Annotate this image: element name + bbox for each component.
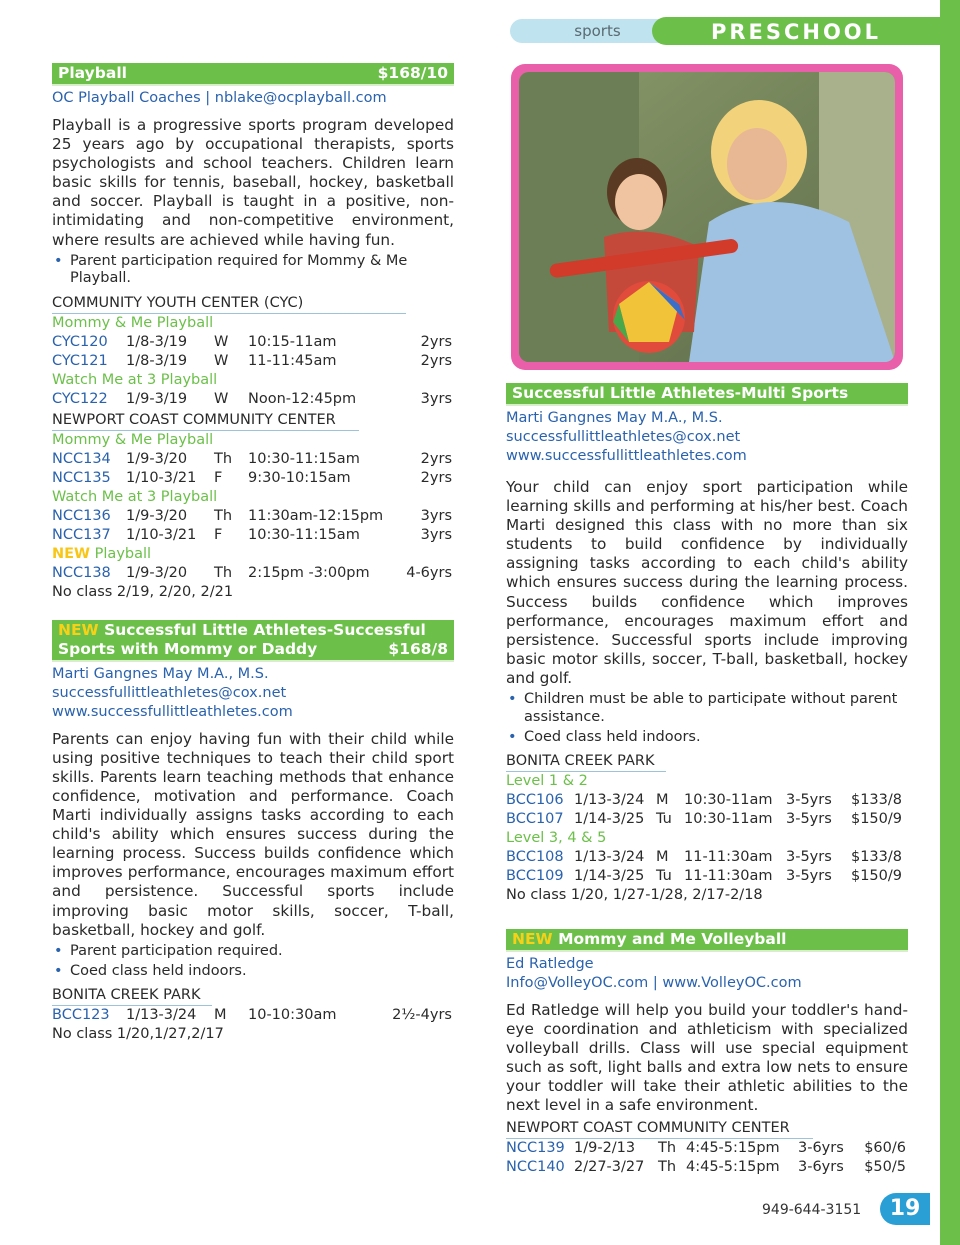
website-link[interactable]: www.successfullittleathletes.com [506, 448, 747, 464]
class-day: M [656, 791, 669, 808]
class-dates: 1/13-3/24 [574, 791, 645, 808]
new-badge: NEW [52, 545, 91, 562]
class-time: 11:30am-12:15pm [248, 507, 384, 524]
class-day: M [656, 848, 669, 865]
table-row [506, 1139, 908, 1158]
multi-sports-bullets [506, 691, 908, 747]
class-age: 3yrs [420, 390, 452, 407]
class-age: 3-5yrs [786, 810, 832, 827]
class-dates: 1/8-3/19 [126, 333, 188, 350]
bullet-item: • Children must be able to participate without parent assistance. [506, 691, 908, 726]
table-row [506, 867, 908, 886]
class-time: 4:45-5:15pm [686, 1159, 780, 1176]
page-number: 19 [880, 1193, 930, 1225]
class-time: 4:45-5:15pm [686, 1140, 780, 1157]
class-time: 11-11:45am [248, 352, 337, 369]
playball-description: Playball is a progressive sports program developed 25 years ago by occupational therapists, sports psychologists and school teachers. Children learn basic skills for tennis, baseball, hockey, basketball and soccer. Playball is taught in a positive, non-intimidating and non-competitive environment, where results are achieved while having fun. [52, 116, 454, 249]
subheading-new-playball [52, 545, 454, 564]
class-code[interactable]: NCC135 [52, 469, 111, 486]
no-class-note: No class 1/20, 1/27-1/28, 2/17-2/18 [506, 886, 763, 903]
class-code[interactable]: NCC139 [506, 1140, 565, 1157]
class-dates: 1/14-3/25 [574, 810, 645, 827]
class-day: Th [658, 1140, 677, 1157]
volleyball-title: Mommy and Me Volleyball [558, 929, 787, 948]
class-day: Th [658, 1159, 677, 1176]
class-day: Tu [656, 867, 672, 884]
new-badge: NEW [512, 929, 553, 948]
class-dates: 1/8-3/19 [126, 352, 188, 369]
class-code[interactable]: BCC109 [506, 867, 564, 884]
class-code[interactable]: BCC108 [506, 848, 564, 865]
class-fee: $150/9 [850, 867, 902, 884]
class-age: 2yrs [420, 450, 452, 467]
playball-bullets [52, 253, 454, 288]
location-ncc: NEWPORT COAST COMMUNITY CENTER [506, 1119, 813, 1139]
class-code[interactable]: NCC137 [52, 526, 111, 543]
class-time: 11-11:30am [684, 867, 773, 884]
class-code[interactable]: CYC121 [52, 352, 108, 369]
subheading-watch-me: Watch Me at 3 Playball [52, 488, 218, 505]
playball-contact[interactable]: OC Playball Coaches | nblake@ocplayball.com [52, 90, 387, 106]
class-age: 3yrs [420, 507, 452, 524]
class-fee: $150/9 [850, 810, 902, 827]
subheading-watch-me: Watch Me at 3 Playball [52, 371, 218, 388]
location-cyc: COMMUNITY YOUTH CENTER (CYC) [52, 294, 406, 314]
table-row [506, 791, 908, 810]
no-class-note: No class 1/20,1/27,2/17 [52, 1025, 224, 1042]
playball-header [52, 63, 454, 84]
class-code[interactable]: NCC138 [52, 564, 111, 581]
parent-sports-description: Parents can enjoy having fun with their child while using positive techniques to teach their child sport skills. Parents learn teaching methods that enhance confidence, motivation and performance. Coach Marti individually assigns tasks according to each child's ability which ensures success during the learning process. Success builds confidence which improves performance, encourages maximum effort and persistence. Successful sports include improving basic motor skills, soccer, T-ball, basketball, hockey and golf. [52, 729, 454, 939]
bullet-item: • Coed class held indoors. [52, 963, 454, 981]
photo-frame [511, 64, 903, 370]
volleyball-contact[interactable]: Info@VolleyOC.com | www.VolleyOC.com [506, 974, 802, 991]
bullet-item: • Coed class held indoors. [506, 729, 908, 747]
class-time: Noon-12:45pm [248, 390, 357, 407]
class-day: W [214, 390, 229, 407]
table-row [52, 526, 454, 545]
class-time: 10:30-11:15am [248, 526, 360, 543]
class-time: 10:30-11:15am [248, 450, 360, 467]
class-code[interactable]: CYC122 [52, 390, 108, 407]
class-code[interactable]: BCC107 [506, 810, 564, 827]
class-day: Th [214, 450, 233, 467]
section-tab-sports: sports [510, 19, 685, 43]
class-time: 10:15-11am [248, 333, 337, 350]
class-dates: 1/10-3/21 [126, 469, 197, 486]
class-age: 3-5yrs [786, 791, 832, 808]
class-dates: 1/10-3/21 [126, 526, 197, 543]
instructor-name: Marti Gangnes May M.A., M.S. [506, 410, 723, 426]
photo-woman-child-batting [519, 72, 895, 362]
parent-sports-title-2: Sports with Mommy or Daddy [58, 639, 318, 658]
class-age: 2yrs [420, 333, 452, 350]
volleyball-description: Ed Ratledge will help you build your toddler's hand-eye coordination and athleticism with specialized volleyball drills. Class will use special equipment such as soft, light balls and extra low nets to ensure your toddler will take their athletic abilities to the next level in a safe environment. [506, 1000, 908, 1114]
class-code[interactable]: BCC106 [506, 791, 564, 808]
instructor-name: Marti Gangnes May M.A., M.S. [52, 665, 269, 682]
class-dates: 1/9-3/20 [126, 564, 188, 581]
class-code[interactable]: NCC136 [52, 507, 111, 524]
class-dates: 1/9-3/19 [126, 390, 188, 407]
subheading-mommy-me: Mommy & Me Playball [52, 314, 214, 331]
instructor-name: Ed Ratledge [506, 955, 594, 972]
subheading-level-1-2: Level 1 & 2 [506, 772, 588, 789]
website-link[interactable]: www.successfullittleathletes.com [52, 703, 293, 720]
parent-sports-header [52, 620, 454, 660]
photo-illustration [519, 72, 895, 362]
class-day: F [214, 469, 223, 486]
class-time: 10-10:30am [248, 1006, 337, 1023]
table-row [52, 469, 454, 488]
class-day: W [214, 333, 229, 350]
class-age: 2yrs [420, 352, 452, 369]
class-time: 11-11:30am [684, 848, 773, 865]
table-row [52, 507, 454, 526]
class-time: 2:15pm -3:00pm [248, 564, 370, 581]
footer-phone: 949-644-3151 [762, 1202, 862, 1218]
new-badge: NEW [58, 620, 99, 639]
subheading-mommy-me: Mommy & Me Playball [52, 431, 214, 448]
location-bonita: BONITA CREEK PARK [52, 986, 212, 1006]
class-day: W [214, 352, 229, 369]
playball-title: Playball [58, 64, 127, 82]
email-link[interactable]: successfullittleathletes@cox.net [506, 429, 741, 445]
class-age: 2yrs [420, 469, 452, 486]
class-code[interactable]: CYC120 [52, 333, 108, 350]
table-row [506, 810, 908, 829]
class-dates: 1/9-2/13 [574, 1140, 636, 1157]
table-row [52, 390, 454, 409]
class-age: 3-6yrs [798, 1159, 844, 1176]
class-dates: 1/9-3/20 [126, 450, 188, 467]
table-row [52, 564, 454, 583]
subheading-level-3-5: Level 3, 4 & 5 [506, 829, 607, 846]
class-fee: $50/5 [864, 1159, 906, 1176]
table-row [52, 450, 454, 469]
email-link[interactable]: successfullittleathletes@cox.net [52, 684, 287, 701]
class-fee: $133/8 [850, 791, 902, 808]
class-day: Th [214, 564, 233, 581]
class-age: 3-5yrs [786, 848, 832, 865]
class-day: Th [214, 507, 233, 524]
class-code[interactable]: NCC140 [506, 1159, 565, 1176]
right-column [506, 383, 908, 1177]
multi-sports-header [506, 383, 908, 404]
subheading-label: Playball [94, 545, 152, 562]
section-tab-preschool: PRESCHOOL [652, 17, 940, 45]
class-age: 4-6yrs [406, 564, 452, 581]
class-dates: 2/27-3/27 [574, 1159, 645, 1176]
page-edge-bar [940, 0, 960, 1245]
volleyball-header [506, 929, 908, 950]
class-code[interactable]: NCC134 [52, 450, 111, 467]
table-row [506, 1158, 908, 1177]
class-time: 10:30-11am [684, 810, 773, 827]
class-fee: $133/8 [850, 848, 902, 865]
table-row [52, 1006, 454, 1025]
bullet-item: • Parent participation required. [52, 943, 454, 961]
location-bonita: BONITA CREEK PARK [506, 752, 666, 772]
table-row [506, 848, 908, 867]
class-dates: 1/13-3/24 [574, 848, 645, 865]
multi-sports-title: Successful Little Athletes-Multi Sports [512, 384, 849, 402]
class-code[interactable]: BCC123 [52, 1006, 110, 1023]
class-dates: 1/13-3/24 [126, 1006, 197, 1023]
multi-sports-description: Your child can enjoy sport participation while learning skills and performing at his/her best. Coach Marti designed this class with no more than six students to build confidence by individually assigning tasks according to each child's ability which ensures success during the learning process. Success builds confidence which improves performance, encourages maximum effort and persistence. Successful sports include improving basic motor skills, soccer, T-ball, basketball, hockey and golf. [506, 478, 908, 687]
class-age: 3yrs [420, 526, 452, 543]
bullet-item: • Parent participation required for Mommy & Me Playball. [52, 253, 454, 288]
class-time: 9:30-10:15am [248, 469, 351, 486]
table-row [52, 333, 454, 352]
class-dates: 1/9-3/20 [126, 507, 188, 524]
left-column [52, 63, 454, 1044]
class-day: F [214, 526, 223, 543]
parent-sports-price: $168/8 [388, 639, 448, 658]
class-day: Tu [656, 810, 672, 827]
class-time: 10:30-11am [684, 791, 773, 808]
class-age: 2½-4yrs [392, 1006, 452, 1023]
class-age: 3-6yrs [798, 1140, 844, 1157]
class-dates: 1/14-3/25 [574, 867, 645, 884]
table-row [52, 352, 454, 371]
location-ncc: NEWPORT COAST COMMUNITY CENTER [52, 411, 359, 431]
parent-sports-title-1: Successful Little Athletes-Successful [104, 620, 426, 639]
class-fee: $60/6 [864, 1140, 906, 1157]
class-day: M [214, 1006, 227, 1023]
class-age: 3-5yrs [786, 867, 832, 884]
playball-price: $168/10 [377, 64, 448, 82]
no-class-note: No class 2/19, 2/20, 2/21 [52, 583, 234, 600]
parent-sports-bullets [52, 943, 454, 981]
